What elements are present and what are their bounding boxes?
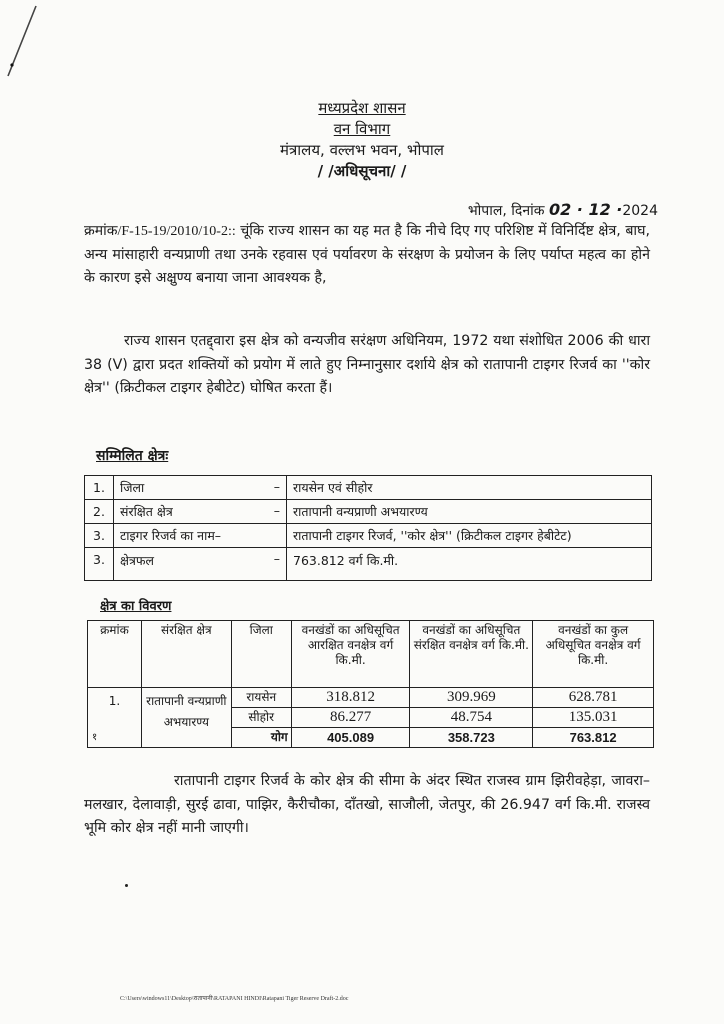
table-row [85, 524, 652, 548]
row-number: 2. [85, 500, 114, 524]
handwritten-date: 02 · 12 · [548, 200, 623, 219]
reference-number: क्रमांक/F-15-19/2010/10-2:: [84, 224, 236, 239]
row-value: रातापानी वन्यप्राणी अभयारण्य [287, 500, 652, 524]
dash: – [273, 551, 280, 566]
stray-mark: १ [92, 732, 98, 743]
date-prefix: भोपाल, दिनांक [467, 203, 545, 219]
header-protected-area: संरक्षित क्षेत्र [141, 621, 231, 688]
label-text: संरक्षित क्षेत्र [120, 504, 173, 519]
letterhead [0, 98, 724, 182]
header-reserved-forest: वनखंडों का अधिसूचित आरक्षित वनक्षेत्र वर्ग कि.मी. [291, 621, 410, 688]
label-text: क्षेत्रफल [120, 553, 154, 568]
protected-cell: 48.754 [410, 708, 533, 728]
serial-number: 1. [108, 694, 121, 708]
paragraph-preamble [84, 220, 650, 291]
preamble-text: चूंकि राज्य शासन का यह मत है कि नीचे दिए गए परिशिष्ट में विनिर्दिष्ट क्षेत्र, बाघ, अन्य मांसाहारी वन्यप्राणी तथा उनके रहवास एवं पर्यावरण के संरक्षण के प्रयोजन के लिए पर्याप्त महत्व का होने के कारण इसे अक्षुण्य बनाया जाना आवश्यक है, [84, 223, 650, 286]
district-cell: सीहोर [231, 708, 291, 728]
table-header-row [88, 621, 654, 688]
label-text: जिला [120, 480, 145, 495]
total-cell: 628.781 [533, 688, 654, 708]
government-name: मध्यप्रदेश शासन [318, 99, 406, 117]
notification-title: / /अधिसूचना/ / [317, 162, 407, 180]
row-label [114, 548, 287, 581]
row-number: 3. [85, 524, 114, 548]
total-reserved: 405.089 [291, 728, 410, 748]
row-number: 3. [85, 548, 114, 581]
paragraph-declaration: राज्य शासन एतद्द्वारा इस क्षेत्र को वन्यजीव सरंक्षण अधिनियम, 1972 यथा संशोधित 2006 की धारा 38 (V) द्वारा प्रदत शक्तियों को प्रयोग में लाते हुए निम्नानुसार दर्शाये क्षेत्र को रातापानी टाइगर रिजर्व का ''कोर क्षेत्र'' (क्रिटीकल टाइगर हेबीटेट) घोषित करता हैं। [84, 333, 650, 396]
paragraph-exclusion: रातापानी टाइगर रिजर्व के कोर क्षेत्र की सीमा के अंदर स्थित राजस्व ग्राम झिरीवहेड़ा, जावरा–मलखार, देलावाड़ी, सुरई ढावा, पाझिर, कैरीचौका, दाँतखो, साजौली, जेतपुर, की 26.947 वर्ग कि.मी. राजस्व भूमि कोर क्षेत्र नहीं मानी जाएगी। [84, 773, 650, 836]
serial-cell [88, 688, 142, 748]
total-cell: 135.031 [533, 708, 654, 728]
row-number: 1. [85, 476, 114, 500]
row-label [114, 476, 287, 500]
header-total-forest: वनखंडों का कुल अधिसूचित वनक्षेत्र वर्ग कि.मी. [533, 621, 654, 688]
table-row [85, 500, 652, 524]
footer-file-path: C:\Users\windows11\Desktop\रातापानी\RATAPANI HINDI\Ratapani Tiger Reserve Draft-2.doc [120, 996, 349, 1002]
header-protected-forest: वनखंडों का अधिसूचित संरक्षित वनक्षेत्र वर्ग कि.मी. [410, 621, 533, 688]
total-protected: 358.723 [410, 728, 533, 748]
area-name: रातापानी वन्यप्राणी अभयारण्य [141, 688, 231, 748]
table-row [85, 548, 652, 581]
office-address: मंत्रालय, वल्लभ भवन, भोपाल [280, 141, 444, 159]
total-total: 763.812 [533, 728, 654, 748]
protected-cell: 309.969 [410, 688, 533, 708]
header-serial: क्रमांक [88, 621, 142, 688]
header-district: जिला [231, 621, 291, 688]
district-cell: रायसेन [231, 688, 291, 708]
included-area-table [84, 475, 652, 581]
dash: – [273, 479, 280, 494]
date-year: 2024 [622, 203, 658, 219]
row-value: रातापानी टाइगर रिजर्व, ''कोर क्षेत्र'' (क्रिटीकल टाइगर हेबीटेट) [287, 524, 652, 548]
section-title-included-area: सम्मिलित क्षेत्रः [96, 448, 169, 464]
ink-dot [125, 884, 128, 887]
section-title-area-details: क्षेत्र का विवरण [100, 599, 172, 614]
area-details-table [87, 620, 654, 748]
department-name: वन विभाग [333, 120, 391, 138]
pen-mark-icon [2, 4, 42, 84]
total-label: योग [231, 728, 291, 748]
table-row [85, 476, 652, 500]
label-text: टाइगर रिजर्व का नाम– [120, 528, 222, 543]
reserved-cell: 318.812 [291, 688, 410, 708]
row-value: रायसेन एवं सीहोर [287, 476, 652, 500]
row-label [114, 500, 287, 524]
dash: – [273, 503, 280, 518]
reserved-cell: 86.277 [291, 708, 410, 728]
row-label [114, 524, 287, 548]
row-value: 763.812 वर्ग कि.मी. [287, 548, 652, 581]
date-line [468, 200, 658, 220]
table-row [88, 688, 654, 708]
